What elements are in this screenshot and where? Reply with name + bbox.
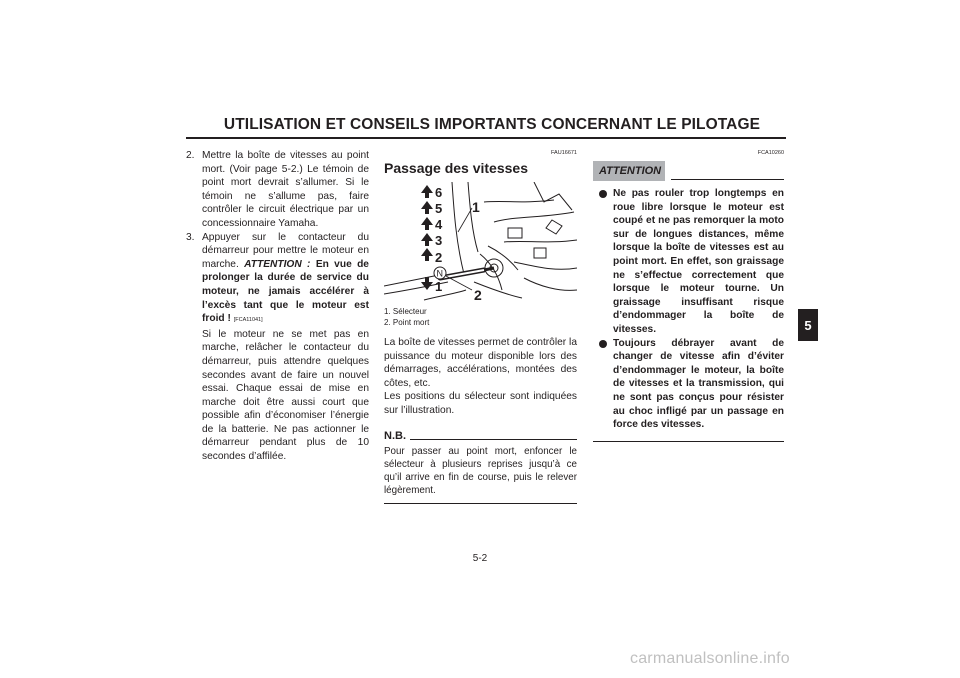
attention-list [593, 187, 784, 432]
caption-1: 1. Sélecteur [384, 307, 427, 316]
step-text: Appuyer sur le contacteur du démarreur pour mettre le moteur en marche. [202, 231, 369, 270]
figure-captions [384, 306, 577, 328]
nb-header [384, 430, 577, 442]
attention-item-text: Ne pas rouler trop longtemps en roue libre lorsque le moteur est coupé et ne pas remorquer la moto sur de longues distances, même lorsque la boîte de vitesses est au point mort. En effet, son graissage ne s’effectue correctement que lorsque le moteur tourne. Un graissage insuffisant risque d’endommager la boîte de vitesses. [613, 188, 784, 335]
chapter-tab: 5 [798, 309, 818, 341]
page-number: 5-2 [472, 553, 488, 564]
step-number: 3. [186, 231, 195, 243]
column-right [593, 150, 784, 442]
attention-badge: ATTENTION [593, 161, 665, 181]
step-number: 2. [186, 150, 195, 161]
step-3 [186, 231, 369, 464]
section-code: FAU16671 [551, 150, 577, 156]
nb-end-rule [384, 503, 577, 504]
nb-label: N.B. [384, 429, 406, 442]
attention-code: FCA10260 [757, 150, 784, 156]
gear-label: 1 [435, 279, 443, 294]
page-title: UTILISATION ET CONSEILS IMPORTANTS CONCERNANT LE PILOTAGE [223, 116, 761, 133]
nb-text: Pour passer au point mort, enfoncer le sélecteur à plusieurs reprises jusqu’à ce qu’il arrive en fin de course, puis le relever légèrement. [384, 445, 577, 496]
attention-rule [671, 179, 784, 180]
section-heading: Passage des vitesses [384, 160, 528, 176]
gear-shift-illustration [384, 182, 577, 302]
neutral-label: N [436, 268, 443, 279]
steps-list [186, 149, 369, 464]
gear-label: 2 [435, 250, 443, 265]
gear-shift-figure [384, 182, 577, 302]
gear-label: 3 [435, 233, 443, 248]
callout-number: 2 [474, 287, 482, 302]
step-2 [186, 149, 369, 231]
column-left [186, 149, 369, 464]
attention-item [593, 337, 784, 432]
step-text-continued: Si le moteur ne se met pas en marche, relâcher le contacteur du démarreur, puis attendre quelques secondes avant de faire un nouvel essai. Chaque essai de mise en marche doit être aussi court que possible afin d’économiser l’énergie de la batterie. Ne pas actionner le démarreur pendant plus de 10 secondes d’affilée. [202, 328, 369, 463]
attention-code: [FCA11041] [233, 317, 263, 324]
nb-rule [410, 439, 577, 440]
gear-label: 5 [435, 201, 443, 216]
watermark: carmanualsonline.info [630, 650, 790, 667]
attention-item-text: Toujours débrayer avant de changer de vitesse afin d’éviter d’endommager le moteur, la boîte de vitesses et la transmission, qui ne sont pas conçus pour résister au choc infligé par un passage en force des vitesses. [613, 337, 784, 431]
callout-number: 1 [472, 199, 480, 215]
bullet-icon [599, 190, 607, 198]
attention-header [593, 161, 784, 181]
paragraph: Les positions du sélecteur sont indiquées sur l’illustration. [384, 391, 577, 416]
attention-inline-label: ATTENTION : [244, 258, 311, 270]
gear-label: 4 [435, 217, 443, 232]
column-middle [384, 150, 577, 504]
attention-item [593, 187, 784, 337]
bullet-icon [599, 340, 607, 348]
gear-label: 6 [435, 185, 443, 200]
attention-inline-text: En vue de prolonger la durée de service du moteur, ne jamais accélérer à l’excès tant que le moteur est froid ! [202, 258, 369, 325]
title-rule [186, 137, 786, 139]
caption-2: 2. Point mort [384, 318, 430, 327]
attention-end-rule [593, 441, 784, 443]
paragraph: La boîte de vitesses permet de contrôler la puissance du moteur disponible lors des démarrages, accélérations, montées des côtes, etc. [384, 337, 577, 389]
step-text: Mettre la boîte de vitesses au point mort. (Voir page 5-2.) Le témoin de point mort devrait s’allumer. Si le témoin ne s’allume pas, faire contrôler le circuit électrique par un concessionnaire Yamaha. [202, 150, 369, 229]
